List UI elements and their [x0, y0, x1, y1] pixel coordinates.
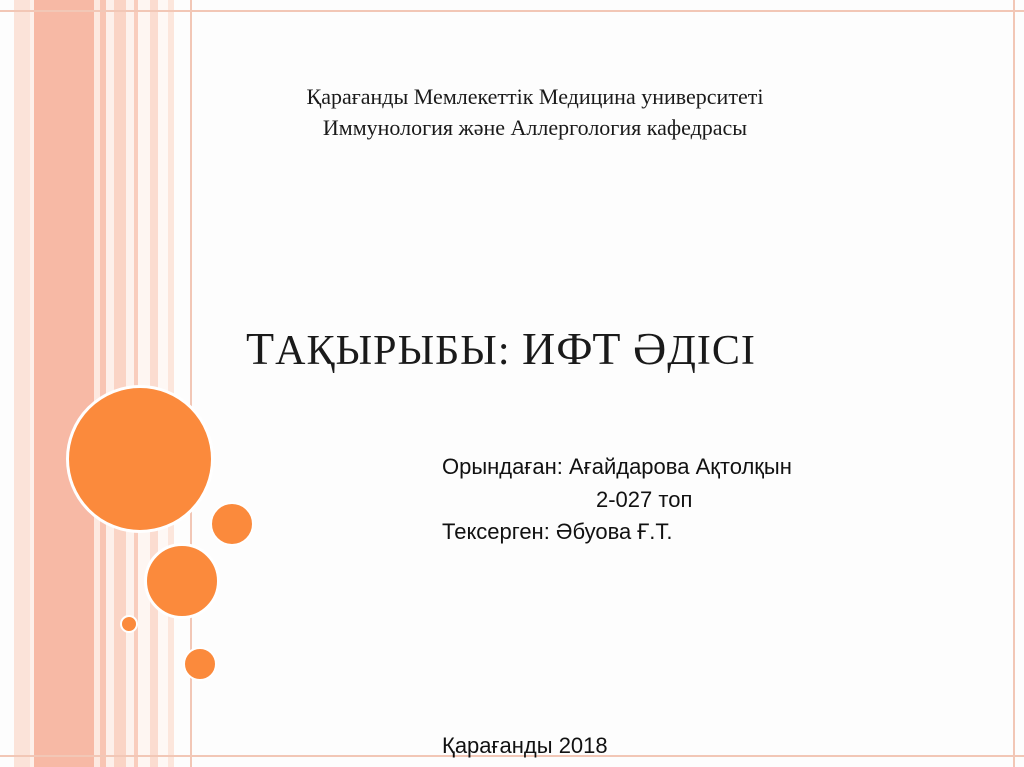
title-colon: :	[497, 328, 511, 374]
department-name: Иммунология және Аллергология кафедрасы	[322, 115, 748, 140]
university-name: Қарағанды Мемлекеттік Медицина университеті	[306, 84, 764, 109]
title-method-first: Ә	[633, 323, 668, 374]
title-label-first: Т	[246, 323, 276, 374]
medium-circle	[144, 543, 220, 619]
small-circle-right	[210, 502, 254, 546]
small-circle-bottom	[183, 647, 217, 681]
title-label-rest: АҚЫРЫБЫ	[275, 328, 498, 374]
frame-line-right	[1013, 0, 1015, 767]
city-year: Қарағанды 2018	[442, 733, 608, 758]
large-circle	[66, 385, 214, 533]
title-topic: ИФТ	[521, 323, 622, 374]
frame-line-top	[0, 10, 1024, 12]
group: 2-027 топ	[596, 487, 693, 512]
performed-by: Орындаған: Ағайдарова Ақтолқын	[442, 454, 792, 479]
decorative-stripes	[0, 0, 200, 767]
tiny-circle	[120, 615, 138, 633]
title-method-rest: ДІСІ	[667, 328, 756, 374]
checked-by: Тексерген: Әбуова Ғ.Т.	[442, 519, 673, 544]
slide-title	[246, 322, 756, 375]
